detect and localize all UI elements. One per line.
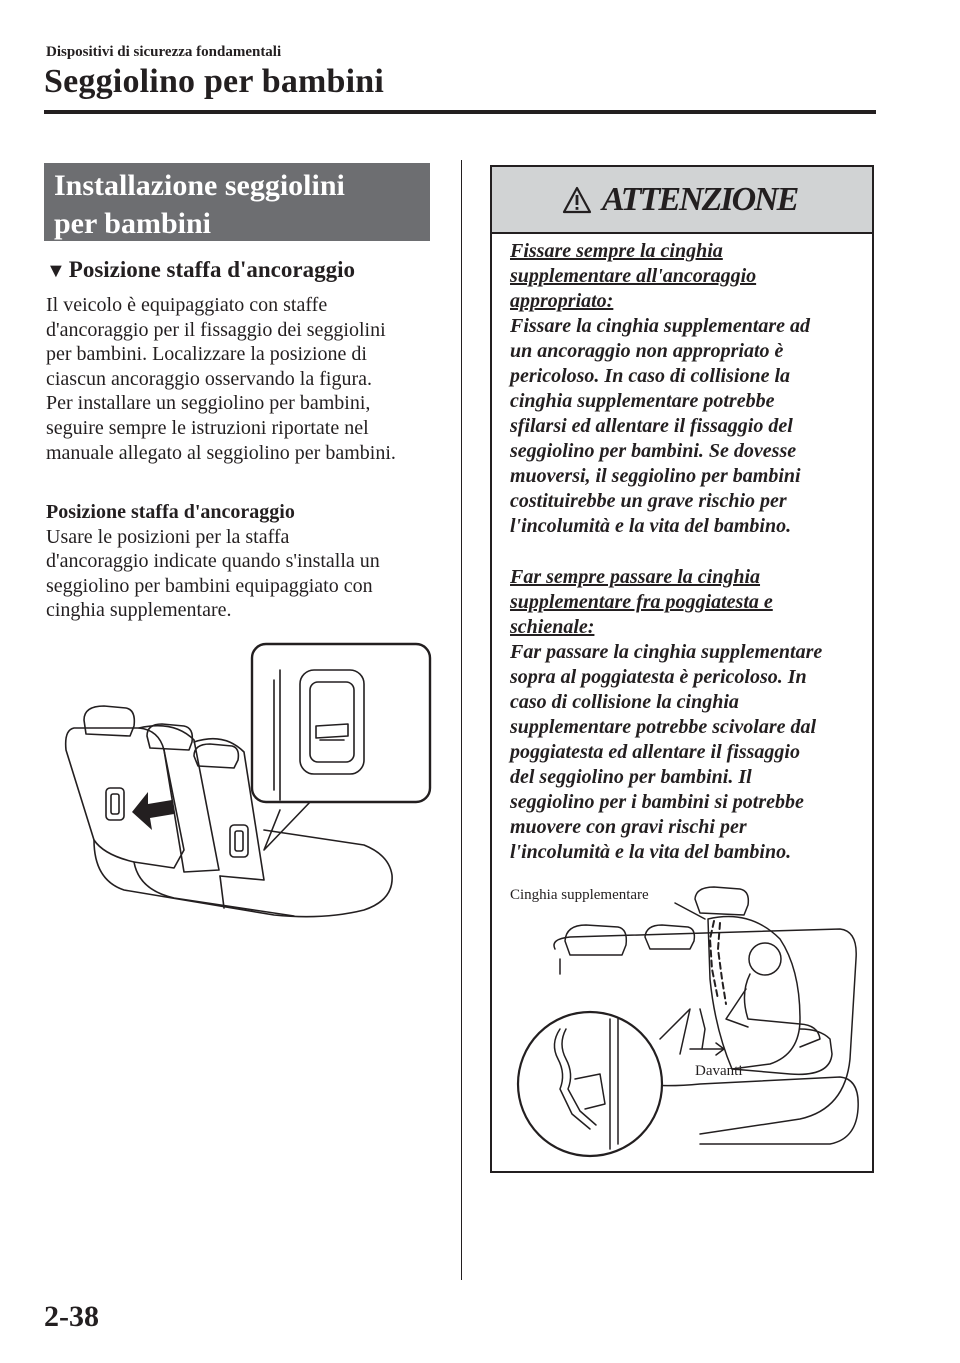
warning-text-line: del seggiolino per bambini. Il [510, 766, 752, 788]
warning-text-line: seggiolino per i bambini si potrebbe [510, 791, 804, 813]
page-number: 2-38 [44, 1300, 99, 1333]
strap-label: Cinghia supplementare [510, 887, 649, 903]
warning-title: ATTENZIONE [602, 181, 798, 218]
child-seat-tether-illustration [500, 879, 868, 1164]
text-line: seguire sempre le istruzioni riportate nel [46, 416, 369, 439]
warning-triangle-icon [562, 186, 592, 214]
warning-text-line: l'incolumità e la vita del bambino. [510, 841, 792, 863]
title-rule [44, 110, 876, 114]
front-label: Davanti [695, 1063, 743, 1079]
section-heading-line1: Installazione seggiolini [54, 169, 345, 202]
text-line: d'ancoraggio per il fissaggio dei seggiolini [46, 318, 386, 341]
subheading [46, 257, 355, 283]
warning-text-line: muovere con gravi rischi per [510, 816, 747, 838]
warning-text-line: caso di collisione la cinghia [510, 691, 739, 713]
text-line: cinghia supplementare. [46, 599, 232, 622]
warning-heading-line: supplementare all'ancoraggio [510, 265, 757, 287]
warning-text-line: sopra al poggiatesta è pericoloso. In [510, 666, 807, 688]
intro-paragraph [46, 293, 446, 465]
column-divider [461, 160, 462, 1280]
warning-text-line: cinghia supplementare potrebbe [510, 390, 775, 412]
warning-heading-line: Far sempre passare la cinghia [510, 566, 761, 588]
warning-block-1 [510, 239, 872, 539]
warning-heading-line: Fissare sempre la cinghia [510, 240, 723, 262]
warning-text-line: poggiatesta ed allentare il fissaggio [510, 741, 800, 763]
text-line: Per installare un seggiolino per bambini, [46, 392, 371, 415]
warning-text-line: muoversi, il seggiolino per bambini [510, 465, 801, 487]
text-line: per bambini. Localizzare la posizione di [46, 343, 367, 366]
subheading-text: Posizione staffa d'ancoraggio [68, 257, 355, 282]
text-line: Il veicolo è equipaggiato con staffe [46, 294, 328, 316]
warning-header [492, 167, 872, 234]
warning-text-line: sfilarsi ed allentare il fissaggio del [510, 415, 793, 437]
anchor-label: Posizione staffa d'ancoraggio [46, 501, 295, 523]
text-line: Usare le posizioni per la staffa [46, 525, 290, 548]
warning-block-2 [510, 565, 872, 865]
warning-heading-line: supplementare fra poggiatesta e [510, 591, 773, 613]
warning-box [490, 165, 874, 1173]
warning-text-line: l'incolumità e la vita del bambino. [510, 515, 792, 537]
warning-text-line: Far passare la cinghia supplementare [510, 641, 823, 663]
warning-heading-line: schienale: [510, 616, 595, 638]
warning-text-line: pericoloso. In caso di collisione la [510, 365, 790, 387]
text-line: ciascun ancoraggio osservando la figura. [46, 367, 372, 390]
text-line: d'ancoraggio indicate quando s'installa un [46, 550, 380, 573]
anchor-paragraph [46, 500, 446, 623]
triangle-down-icon: ▼ [46, 260, 66, 282]
section-heading-line2: per bambini [54, 207, 211, 240]
text-line: manuale allegato al seggiolino per bambini. [46, 441, 396, 464]
section-label: Dispositivi di sicurezza fondamentali [46, 44, 282, 60]
warning-text-line: seggiolino per bambini. Se dovesse [510, 440, 797, 462]
rear-seat-anchor-illustration [44, 640, 434, 930]
section-heading-box [44, 163, 430, 241]
warning-text-line: un ancoraggio non appropriato è [510, 340, 784, 362]
page-title: Seggiolino per bambini [44, 63, 385, 100]
warning-heading-line: appropriato: [510, 290, 614, 312]
warning-text-line: supplementare potrebbe scivolare dal [510, 716, 817, 738]
warning-text-line: Fissare la cinghia supplementare ad [510, 315, 811, 337]
text-line: seggiolino per bambini equipaggiato con [46, 574, 373, 597]
warning-text-line: costituirebbe un grave rischio per [510, 490, 787, 512]
